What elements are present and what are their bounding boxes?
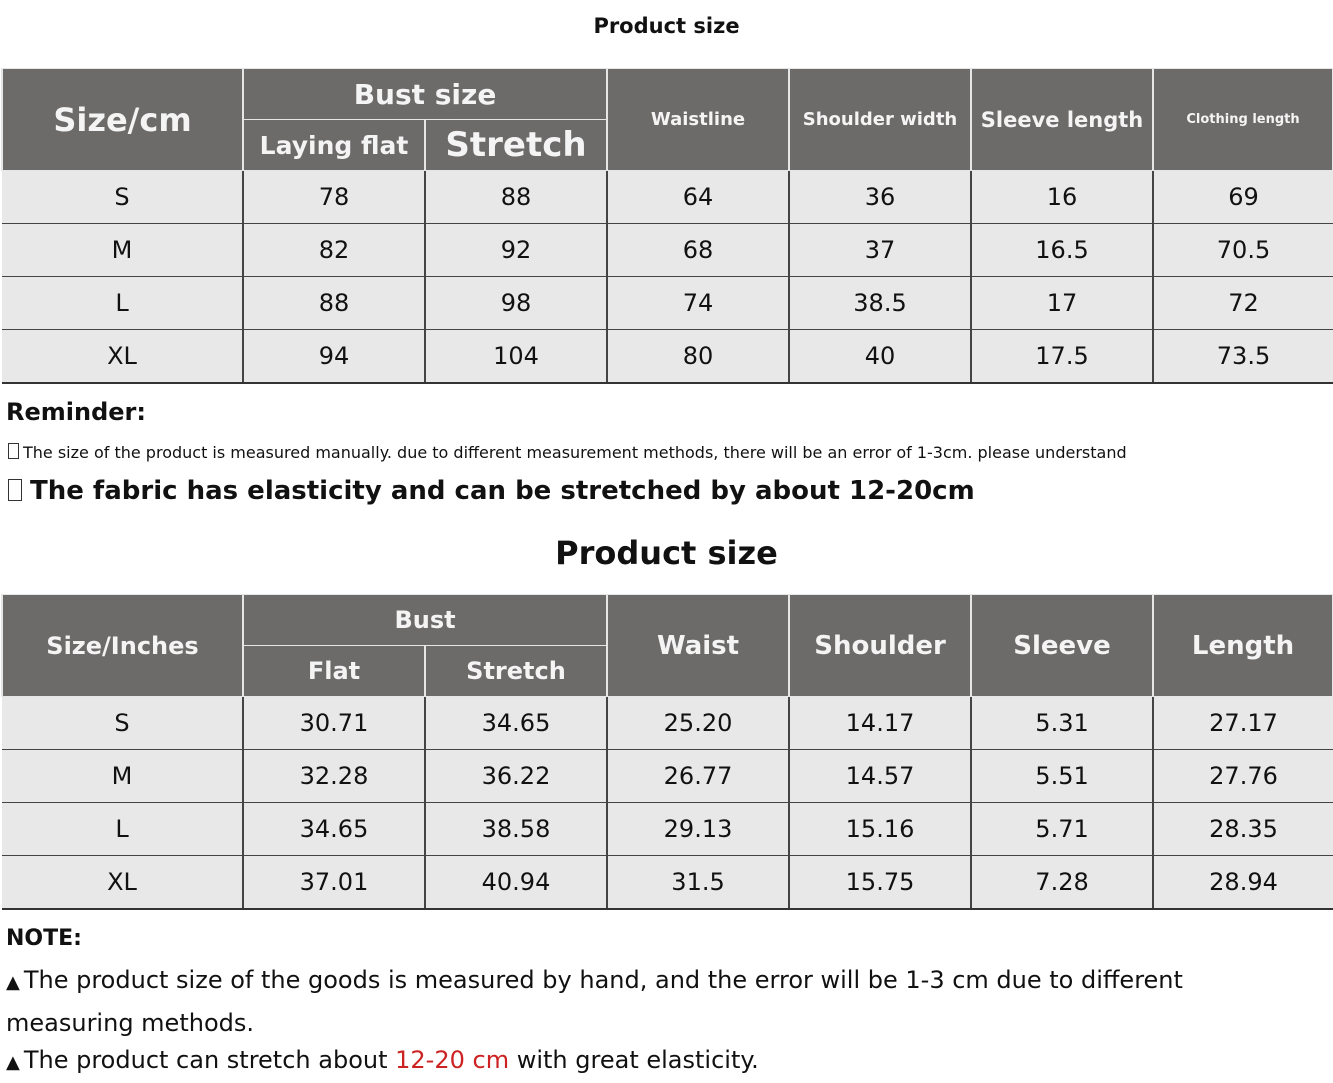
table-cell: 32.28 [243, 750, 425, 803]
header-length: Length [1153, 595, 1333, 697]
table-cell: 16.5 [971, 224, 1153, 277]
reminder-line-2 [8, 476, 975, 506]
table-cell: 98 [425, 277, 607, 330]
cm-size-table [1, 68, 1333, 384]
reminder-text-1: The size of the product is measured manually. due to different measurement methods, there will be an error of 1-3cm. please understand [23, 443, 1127, 462]
table-cell: 30.71 [243, 697, 425, 750]
header-size: Size/Inches [2, 595, 243, 697]
header-bust: Bust size [243, 69, 607, 120]
table-cell: 38.58 [425, 803, 607, 856]
header-sleeve: Sleeve length [971, 69, 1153, 171]
table-cell: 69 [1153, 171, 1333, 224]
table-row [2, 224, 1333, 277]
table-cell: 26.77 [607, 750, 789, 803]
note-text-2a: The product can stretch about [23, 1046, 396, 1074]
table-cell: 74 [607, 277, 789, 330]
header-flat: Flat [243, 646, 425, 697]
table-cell: 94 [243, 330, 425, 384]
header-shoulder: Shoulder [789, 595, 971, 697]
table-cell: 29.13 [607, 803, 789, 856]
table-cell: 17.5 [971, 330, 1153, 384]
header-sleeve: Sleeve [971, 595, 1153, 697]
reminder-heading: Reminder: [6, 398, 146, 426]
page-title-middle: Product size [555, 534, 778, 572]
table-cell: 36.22 [425, 750, 607, 803]
table-cell: 34.65 [243, 803, 425, 856]
table-row [2, 856, 1333, 910]
table-cell: 7.28 [971, 856, 1153, 910]
table-cell: 38.5 [789, 277, 971, 330]
table-cell: 64 [607, 171, 789, 224]
size-label-cell: S [2, 697, 243, 750]
table-cell: 34.65 [425, 697, 607, 750]
table-cell: 80 [607, 330, 789, 384]
table-cell: 17 [971, 277, 1153, 330]
page-title-top: Product size [593, 14, 740, 38]
table-cell: 16 [971, 171, 1153, 224]
table-cell: 82 [243, 224, 425, 277]
table-cell: 72 [1153, 277, 1333, 330]
inch-size-table [1, 594, 1333, 910]
header-stretch: Stretch [425, 120, 607, 171]
header-waist: Waistline [607, 69, 789, 171]
header-shoulder: Shoulder width [789, 69, 971, 171]
size-label-cell: S [2, 171, 243, 224]
table-cell: 25.20 [607, 697, 789, 750]
table-row [2, 277, 1333, 330]
note-text-2b: with great elasticity. [509, 1046, 759, 1074]
table-cell: 88 [243, 277, 425, 330]
size-label-cell: L [2, 803, 243, 856]
table-cell: 27.76 [1153, 750, 1333, 803]
note-line-1 [6, 960, 1306, 1043]
header-size: Size/cm [2, 69, 243, 171]
table-cell: 37 [789, 224, 971, 277]
table-cell: 104 [425, 330, 607, 384]
table-cell: 37.01 [243, 856, 425, 910]
header-waist: Waist [607, 595, 789, 697]
table-cell: 70.5 [1153, 224, 1333, 277]
table-row [2, 171, 1333, 224]
table-cell: 36 [789, 171, 971, 224]
table-cell: 5.51 [971, 750, 1153, 803]
table-cell: 5.71 [971, 803, 1153, 856]
reminder-text-2: The fabric has elasticity and can be stretched by about 12-20cm [30, 476, 975, 506]
header-bust: Bust [243, 595, 607, 646]
table-cell: 15.75 [789, 856, 971, 910]
table-cell: 88 [425, 171, 607, 224]
triangle-bullet-icon: ▲ [6, 972, 20, 993]
table-row [2, 750, 1333, 803]
size-label-cell: XL [2, 856, 243, 910]
table-cell: 92 [425, 224, 607, 277]
table-cell: 28.35 [1153, 803, 1333, 856]
table-cell: 28.94 [1153, 856, 1333, 910]
box-bullet-icon [8, 479, 22, 501]
size-label-cell: M [2, 750, 243, 803]
table-row [2, 330, 1333, 384]
table-cell: 14.57 [789, 750, 971, 803]
table-row [2, 697, 1333, 750]
table-cell: 27.17 [1153, 697, 1333, 750]
table-cell: 15.16 [789, 803, 971, 856]
size-label-cell: XL [2, 330, 243, 384]
note-line-2 [6, 1040, 1306, 1083]
note-highlight: 12-20 cm [395, 1046, 510, 1074]
table-row [2, 803, 1333, 856]
header-flat: Laying flat [243, 120, 425, 171]
header-length: Clothing length [1153, 69, 1333, 171]
table-cell: 14.17 [789, 697, 971, 750]
table-cell: 31.5 [607, 856, 789, 910]
table-cell: 78 [243, 171, 425, 224]
table-cell: 73.5 [1153, 330, 1333, 384]
reminder-line-1 [8, 443, 1127, 462]
size-label-cell: M [2, 224, 243, 277]
triangle-bullet-icon: ▲ [6, 1052, 20, 1073]
table-cell: 68 [607, 224, 789, 277]
table-cell: 40.94 [425, 856, 607, 910]
note-heading: NOTE: [6, 926, 82, 951]
size-label-cell: L [2, 277, 243, 330]
table-cell: 40 [789, 330, 971, 384]
note-text-1: The product size of the goods is measured by hand, and the error will be 1-3 cm due to different measuring methods. [6, 966, 1183, 1037]
table-cell: 5.31 [971, 697, 1153, 750]
box-bullet-icon [8, 443, 19, 459]
header-stretch: Stretch [425, 646, 607, 697]
